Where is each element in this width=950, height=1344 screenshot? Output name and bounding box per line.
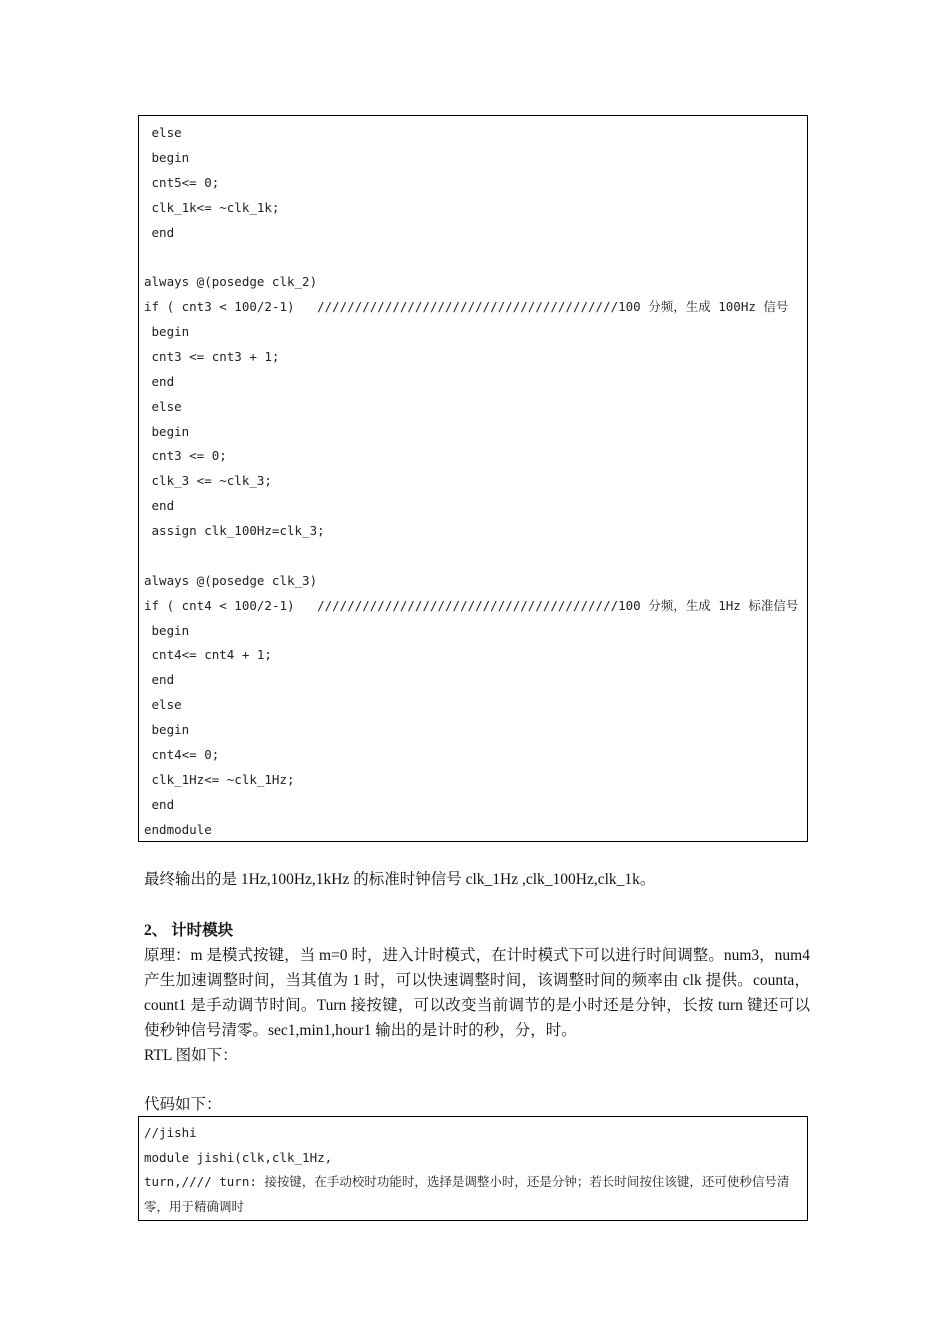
section-heading: 2、 计时模块	[144, 922, 234, 939]
code-line: cnt4<= cnt4 + 1;	[144, 647, 272, 663]
principle-paragraph: 原理：m 是模式按键，当 m=0 时，进入计时模式，在计时模式下可以进行时间调整。num3，num4 产生加速调整时间，当其值为 1 时，可以快速调整时间，该调整时间的频率由 clk 提供。counta，count1 是手动调节时间。Turn 接按键，可以改变当前调节的是小时还是分钟，长按 turn 键还可以使秒钟信号清零。sec1,min1,hour1 输出的是计时的秒，分，时。	[144, 947, 810, 1039]
code-line: end	[144, 373, 175, 389]
code-line	[144, 245, 807, 270]
code-line: begin	[144, 324, 190, 339]
code-line: cnt5<= 0;	[144, 174, 220, 190]
code-line: cnt3 <= 0;	[144, 448, 227, 464]
code-block-1	[138, 115, 808, 842]
code-line: always @(posedge clk_2)	[144, 274, 318, 290]
code-line: turn,//// turn: 接按键，在手动校时功能时，选择是调整小时，还是分钟；若长时间按住该键，还可使秒信号清零，用于精确调时	[144, 1174, 790, 1214]
code-line: begin	[144, 149, 190, 165]
code-line: assign clk_100Hz=clk_3;	[144, 523, 325, 538]
code-line: begin	[144, 423, 190, 439]
code-line	[144, 544, 807, 569]
code-line: clk_1k<= ~clk_1k;	[144, 199, 280, 215]
code-line: begin	[144, 622, 190, 638]
code-line: end	[144, 498, 175, 514]
code-line: begin	[144, 722, 190, 737]
code-line: always @(posedge clk_3)	[144, 572, 318, 588]
code-line: //jishi	[144, 1125, 197, 1140]
code-caption: 代码如下：	[144, 1096, 222, 1113]
code-line: end	[144, 224, 175, 240]
code-line: else	[144, 398, 182, 414]
output-paragraph: 最终输出的是 1Hz,100Hz,1kHz 的标准时钟信号 clk_1Hz ,clk_100Hz,clk_1k。	[144, 871, 656, 888]
code-line: else	[144, 697, 182, 713]
code-line: else	[144, 125, 182, 140]
code-line: module jishi(clk,clk_1Hz,	[144, 1149, 333, 1165]
rtl-caption: RTL 图如下：	[144, 1047, 238, 1064]
code-line: end	[144, 796, 175, 812]
code-line: if ( cnt3 < 100/2-1) ////////////////////////////////////////100 分频，生成 100Hz 信号	[144, 299, 789, 315]
code-line: cnt3 <= cnt3 + 1;	[144, 348, 280, 364]
code-line: if ( cnt4 < 100/2-1) ////////////////////////////////////////100 分频，生成 1Hz 标准信号	[144, 597, 799, 613]
code-line: endmodule	[144, 821, 212, 837]
code-line: end	[144, 672, 175, 688]
code-line: cnt4<= 0;	[144, 746, 220, 762]
code-line: clk_3 <= ~clk_3;	[144, 473, 272, 489]
code-line: clk_1Hz<= ~clk_1Hz;	[144, 771, 295, 787]
code-block-2	[138, 1116, 808, 1221]
